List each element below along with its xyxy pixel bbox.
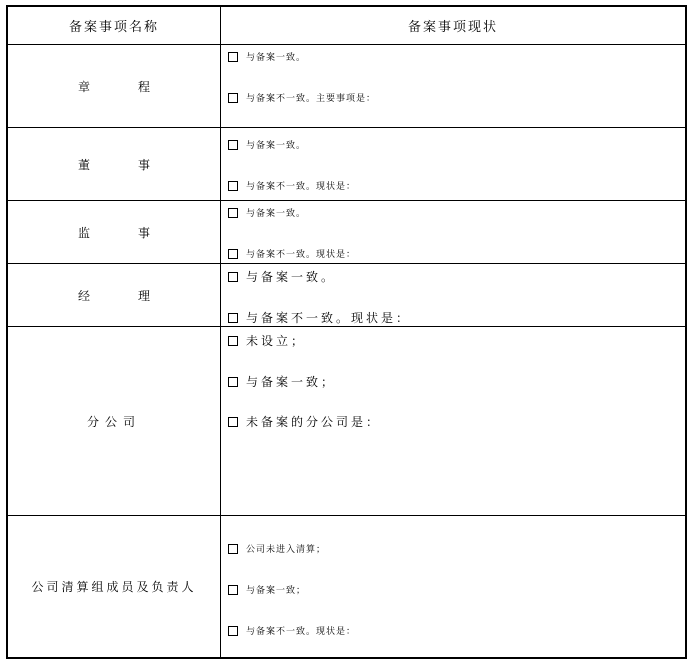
option-liquidation-none[interactable] bbox=[228, 542, 326, 555]
option-label: 与备案不一致。现状是： bbox=[246, 627, 357, 637]
row-name-supervisors: 监 事 bbox=[77, 225, 168, 240]
option-branches-unfiled[interactable] bbox=[228, 413, 381, 430]
option-label: 与备案一致。 bbox=[246, 270, 337, 284]
row-name-manager: 经 理 bbox=[77, 288, 168, 303]
checkbox-icon[interactable] bbox=[228, 93, 238, 103]
option-manager-inconsistent[interactable] bbox=[228, 309, 411, 326]
checkbox-icon[interactable] bbox=[228, 272, 238, 282]
checkbox-icon[interactable] bbox=[228, 313, 238, 323]
option-directors-inconsistent[interactable] bbox=[228, 179, 356, 192]
option-label: 与备案不一致。主要事项是： bbox=[246, 94, 377, 104]
option-label: 与备案不一致。现状是： bbox=[246, 182, 357, 192]
checkbox-icon[interactable] bbox=[228, 249, 238, 259]
option-directors-consistent[interactable] bbox=[228, 138, 306, 151]
header-item-status: 备案事项现状 bbox=[407, 20, 498, 35]
option-label: 与备案不一致。现状是： bbox=[246, 311, 412, 325]
checkbox-icon[interactable] bbox=[228, 140, 238, 150]
checkbox-icon[interactable] bbox=[228, 585, 238, 595]
option-label: 与备案一致； bbox=[246, 586, 307, 596]
checkbox-icon[interactable] bbox=[228, 181, 238, 191]
option-manager-consistent[interactable] bbox=[228, 268, 336, 285]
checkbox-icon[interactable] bbox=[228, 377, 238, 387]
option-articles-consistent[interactable] bbox=[228, 50, 306, 63]
checkbox-icon[interactable] bbox=[228, 417, 238, 427]
row-name-liquidation-team: 公司清算组成员及负责人 bbox=[31, 580, 197, 594]
option-label: 公司未进入清算； bbox=[246, 545, 327, 555]
column-divider bbox=[220, 7, 221, 657]
option-label: 与备案一致。 bbox=[246, 53, 307, 63]
checkbox-icon[interactable] bbox=[228, 208, 238, 218]
filing-status-table bbox=[6, 5, 687, 659]
header-item-name: 备案事项名称 bbox=[68, 20, 159, 35]
option-liquidation-consistent[interactable] bbox=[228, 583, 306, 596]
option-branches-none[interactable] bbox=[228, 332, 306, 349]
option-supervisors-consistent[interactable] bbox=[228, 206, 306, 219]
row-name-branches: 分公司 bbox=[86, 414, 141, 429]
row-name-directors: 董 事 bbox=[77, 157, 168, 172]
option-label: 与备案一致。 bbox=[246, 209, 307, 219]
option-label: 与备案一致； bbox=[246, 375, 337, 389]
option-articles-inconsistent[interactable] bbox=[228, 91, 376, 104]
checkbox-icon[interactable] bbox=[228, 336, 238, 346]
option-liquidation-inconsistent[interactable] bbox=[228, 624, 356, 637]
option-label: 与备案不一致。现状是： bbox=[246, 250, 357, 260]
checkbox-icon[interactable] bbox=[228, 544, 238, 554]
option-supervisors-inconsistent[interactable] bbox=[228, 247, 356, 260]
option-branches-consistent[interactable] bbox=[228, 373, 336, 390]
option-label: 与备案一致。 bbox=[246, 141, 307, 151]
row-name-articles: 章 程 bbox=[77, 79, 168, 94]
option-label: 未设立； bbox=[246, 334, 307, 348]
checkbox-icon[interactable] bbox=[228, 52, 238, 62]
option-label: 未备案的分公司是： bbox=[246, 415, 382, 429]
checkbox-icon[interactable] bbox=[228, 626, 238, 636]
